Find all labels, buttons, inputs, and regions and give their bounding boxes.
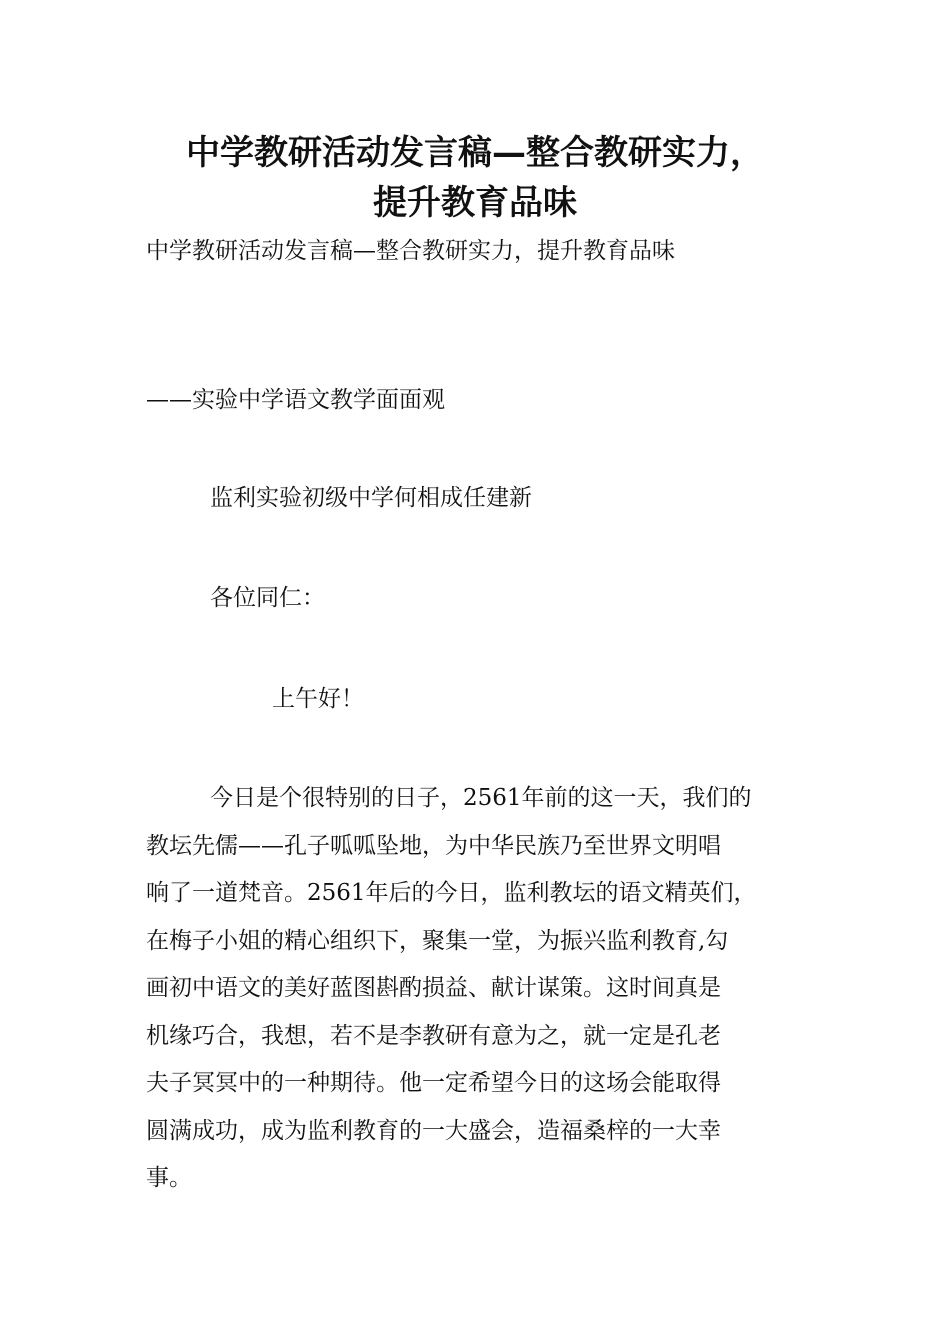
body-line: 今日是个很特别的日子，2561年前的这一天，我们的 [210,785,752,811]
body-line: 圆满成功，成为监利教育的一大盛会，造福桑梓的一大幸 [146,1117,721,1144]
body-line: 机缘巧合，我想，若不是李教研有意为之，就一定是孔老 [146,1022,721,1049]
salutation: 上午好！ [272,686,364,712]
document-title [0,128,950,228]
document-subtitle: 中学教研活动发言稿—整合教研实力，提升教育品味 [146,238,675,264]
body-paragraph [146,783,826,1211]
title-line-2: 提升教育品味 [373,183,577,223]
title-line-1: 中学教研活动发言稿—整合教研实力， [186,133,764,173]
greeting: 各位同仁： [210,585,325,611]
body-line: 响了一道梵音。2561年后的今日，监利教坛的语文精英们， [146,880,757,906]
body-line: 教坛先儒——孔子呱呱坠地，为中华民族乃至世界文明唱 [146,832,721,859]
body-line: 在梅子小姐的精心组织下，聚集一堂，为振兴监利教育,勾 [146,927,729,954]
body-line: 事。 [146,1165,192,1191]
section-subtitle: ——实验中学语文教学面面观 [146,387,445,413]
author-line: 监利实验初级中学何相成任建新 [210,485,532,511]
body-line: 夫子冥冥中的一种期待。他一定希望今日的这场会能取得 [146,1070,721,1096]
body-line: 画初中语文的美好蓝图斟酌损益、献计谋策。这时间真是 [146,975,721,1001]
